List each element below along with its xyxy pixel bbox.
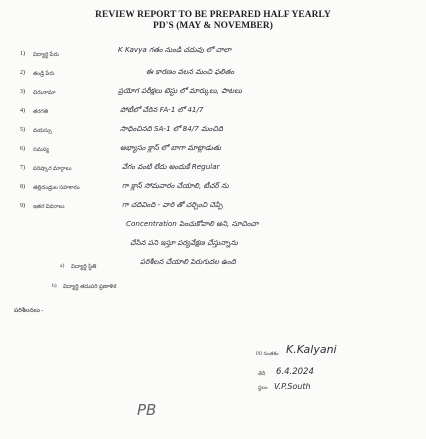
handwritten-entry: చేసిన పని ఇస్తూ పర్యవేక్షణ చేస్తున్నాను bbox=[130, 238, 238, 247]
title-line-2: PD'S (MAY & NOVEMBER) bbox=[153, 21, 273, 31]
row-number: 3) bbox=[20, 89, 25, 95]
report-title bbox=[0, 10, 426, 32]
handwritten-entry: ప్రయోగ పరీక్షలు టెస్టు లో మార్కులు, పాటలు bbox=[118, 86, 242, 95]
row-label: తండ్రి పేరు bbox=[33, 71, 55, 77]
handwritten-entry: గా క్లాస్ సోమవారం చేయాలి, టీచర్ ను bbox=[122, 181, 229, 190]
row-2 bbox=[0, 63, 426, 81]
row-label: తల్లిదండ్రుల సహకారం bbox=[33, 185, 80, 191]
sub-b-label: విద్యార్థి తదుపరి ప్రణాళిక bbox=[63, 284, 117, 290]
handwritten-entry: పరిశీలన చేయాలి పెరుగుదల ఉంది bbox=[140, 257, 236, 266]
place-label: స్థలం bbox=[258, 386, 268, 391]
row-5 bbox=[0, 120, 426, 138]
row-number: 9) bbox=[20, 203, 25, 209]
row-number: 6) bbox=[20, 146, 25, 152]
row-label: విద్యార్థి పేరు bbox=[33, 52, 59, 58]
row-6 bbox=[0, 139, 426, 157]
pd-signature: K.Kalyani bbox=[286, 343, 337, 356]
row-label: సమస్య bbox=[33, 147, 49, 153]
observations-heading: పరిశీలనలు - bbox=[14, 308, 44, 314]
initials: PB bbox=[137, 401, 157, 419]
row-label: ఇతర వివరాలు bbox=[33, 204, 65, 210]
handwritten-entry: అభ్యాసం క్లాస్ లో బాగా మాట్లాడుతు bbox=[120, 143, 222, 152]
row-number: 5) bbox=[20, 127, 25, 133]
place-value: V.P.South bbox=[274, 382, 311, 391]
row-number: 8) bbox=[20, 184, 25, 190]
row-number: 7) bbox=[20, 165, 25, 171]
pd-signature-label: PD సంతకం bbox=[256, 352, 279, 357]
row-10 bbox=[0, 215, 426, 233]
row-label: పరిష్కార మార్గాలు bbox=[33, 166, 72, 172]
row-number: 1) bbox=[20, 51, 25, 57]
handwritten-entry: పోటీలో చేరిన FA-1 లో 41/7 bbox=[120, 105, 204, 114]
handwritten-entry: ఈ కారణం వలన మంచి ఫలితం bbox=[146, 67, 234, 76]
sub-b-number: b) bbox=[52, 283, 57, 289]
title-line-1: REVIEW REPORT TO BE PREPARED HALF YEARLY bbox=[95, 10, 331, 20]
handwritten-entry: K Kavya గతం నుండి చదువు లో చాలా bbox=[118, 45, 232, 54]
row-8 bbox=[0, 177, 426, 195]
row-7 bbox=[0, 158, 426, 176]
sub-a-number: a) bbox=[60, 263, 65, 269]
row-4 bbox=[0, 101, 426, 119]
handwritten-entry: గా చదివింది - వారి తో చర్చించి చెప్పి bbox=[122, 200, 223, 209]
date-label: తేదీ bbox=[258, 372, 266, 377]
row-11 bbox=[0, 234, 426, 252]
row-9 bbox=[0, 196, 426, 214]
row-label: చిరునామా bbox=[33, 90, 56, 96]
date-value: 6.4.2024 bbox=[276, 367, 314, 377]
row-label: వయస్సు bbox=[33, 128, 52, 134]
handwritten-entry: సాధించినది SA-1 లో 84/7 మంచిది bbox=[120, 124, 223, 133]
handwritten-entry: వేగం వంటి లేదు అందుకే Regular bbox=[122, 162, 220, 171]
row-3 bbox=[0, 82, 426, 100]
row-number: 4) bbox=[20, 108, 25, 114]
handwritten-entry: Concentration పెంచుకోవాలి అని, సూచించా bbox=[126, 219, 259, 228]
row-number: 2) bbox=[20, 70, 25, 76]
sub-a-label: విద్యార్థి స్థితి bbox=[71, 264, 97, 270]
row-1 bbox=[0, 44, 426, 62]
row-label: తరగతి bbox=[33, 109, 49, 115]
